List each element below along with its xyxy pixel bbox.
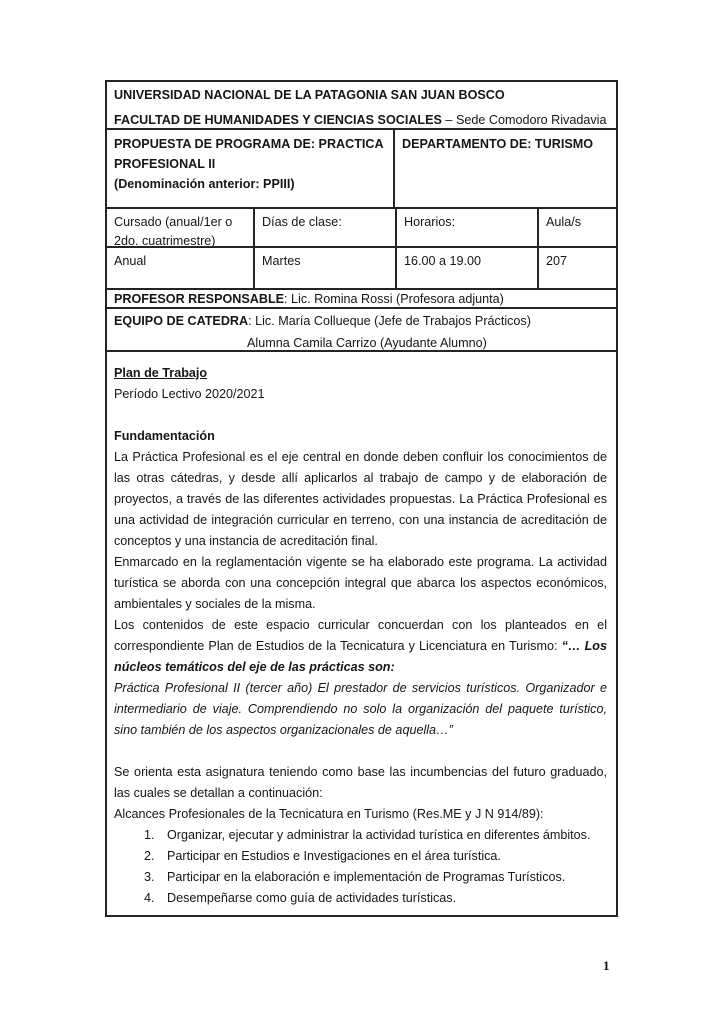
university-name: UNIVERSIDAD NACIONAL DE LA PATAGONIA SAN JUAN BOSCO [114, 88, 505, 102]
professor-name: : Lic. Romina Rossi (Profesora adjunta) [284, 292, 504, 306]
schedule-header-horarios: Horarios: [397, 209, 539, 246]
team-label: EQUIPO DE CATEDRA [114, 314, 249, 328]
spacer [114, 405, 607, 426]
faculty-campus: – Sede Comodoro Rivadavia [441, 113, 607, 127]
list-item-3: 3. Participar en la elaboración e implementación de Programas Turísticos. [158, 867, 607, 888]
faculty-line [107, 107, 616, 132]
team-member-1: : Lic. María Collueque (Jefe de Trabajos Prácticos) [248, 314, 531, 328]
department-title: DEPARTAMENTO DE: TURISMO [402, 137, 594, 151]
professor-row [107, 290, 616, 309]
schedule-value-horarios: 16.00 a 19.00 [397, 248, 539, 288]
program-note: (Denominación anterior: PPIII) [114, 177, 295, 191]
list-item-2: 2. Participar en Estudios e Investigaciones en el área turística. [158, 846, 607, 867]
schedule-header-dias: Días de clase: [255, 209, 397, 246]
professor-label: PROFESOR RESPONSABLE [114, 292, 285, 306]
schedule-header-row [107, 209, 616, 248]
period-text: Período Lectivo 2020/2021 [114, 387, 265, 401]
list-item-4: 4. Desempeñarse como guía de actividades turísticas. [158, 888, 607, 909]
spacer [114, 741, 607, 762]
team-line [107, 309, 616, 331]
paragraph-5: Se orienta esta asignatura teniendo como base las incumbencias del futuro graduado, las cuales se detallan a continuación: [114, 765, 607, 800]
schedule-value-cursado: Anual [107, 248, 255, 288]
schedule-value-dias: Martes [255, 248, 397, 288]
schedule-values-row [107, 248, 616, 290]
faculty-name: FACULTAD DE HUMANIDADES Y CIENCIAS SOCIALES [114, 113, 442, 127]
university-header-row [107, 82, 616, 130]
team-member-2: Alumna Camila Carrizo (Ayudante Alumno) [247, 336, 487, 350]
schedule-header-aula: Aula/s [546, 215, 582, 229]
program-department-row [107, 130, 616, 209]
professor-line [107, 290, 616, 307]
paragraph-3-quote: “… Los núcleos temáticos del eje de las prácticas son: [114, 639, 607, 674]
plan-title: Plan de Trabajo [114, 366, 208, 380]
section-title-fundamentacion: Fundamentación [114, 429, 215, 443]
schedule-value-aula: 207 [546, 254, 568, 268]
list-item-1: 1. Organizar, ejecutar y administrar la actividad turística en diferentes ámbitos. [158, 825, 607, 846]
team-row [107, 309, 616, 352]
paragraph-4-quote-body: Práctica Profesional II (tercer año) El prestador de servicios turísticos. Organizador e intermediario de viaje. Comprendiendo no solo la organización del paquete turístico, sino también de los aspectos organizacionales de aquella…” [114, 681, 607, 737]
paragraph-6-alcances: Alcances Profesionales de la Tecnicatura en Turismo (Res.ME y J N 914/89): [114, 807, 544, 821]
program-cell [107, 130, 395, 207]
document-table [105, 80, 618, 917]
program-title: PROPUESTA DE PROGRAMA DE: PRACTICA PROFESIONAL II [114, 137, 384, 171]
body-cell [107, 352, 616, 909]
paragraph-3 [114, 615, 607, 678]
paragraph-2: Enmarcado en la reglamentación vigente se ha elaborado este programa. La actividad turística se aborda con una concepción integral que abarca los aspectos económicos, ambientales y sociales de la misma. [114, 555, 607, 611]
incumbencias-list [114, 825, 607, 909]
schedule-header-cursado: Cursado (anual/1er o 2do. cuatrimestre) [107, 209, 255, 246]
paragraph-3-text: Los contenidos de este espacio curricular concuerdan con los planteados en el correspondiente Plan de Estudios de la Tecnicatura y Licenciatura en Turismo: [114, 618, 607, 653]
page-number: 1 [603, 958, 610, 973]
body-row [107, 352, 616, 915]
paragraph-1: La Práctica Profesional es el eje central en donde deben confluir los conocimientos de las otras cátedras, y desde allí aplicarlos al trabajo de campo y de elaboración de proyectos, a través de las diferentes actividades propuestas. La Práctica Profesional es una actividad de integración curricular en terreno, con una instancia de acreditación de conceptos y una instancia de acreditación final. [114, 450, 607, 548]
